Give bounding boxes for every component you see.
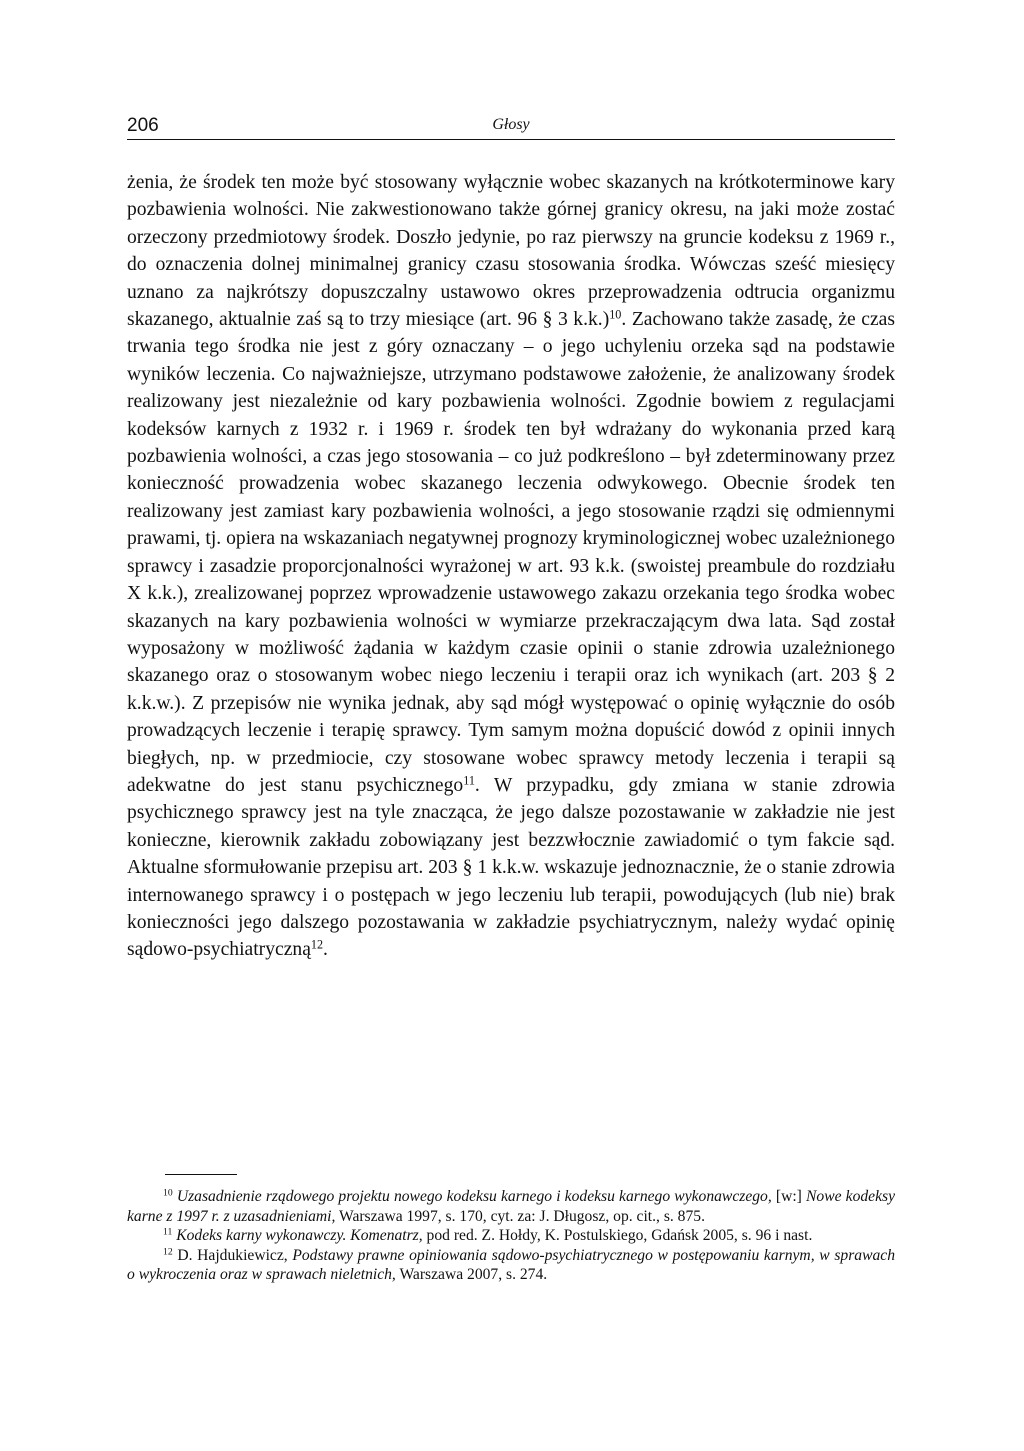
footnote-title: Kodeks karny wykonawczy. Komenatrz, [176, 1227, 423, 1244]
footnote-separator [165, 1174, 237, 1175]
paragraph-text: . [323, 939, 328, 961]
footnote-text: [w:] [771, 1188, 806, 1205]
main-paragraph [127, 169, 895, 964]
footnote-11 [127, 1226, 895, 1246]
footnote-text: Warszawa 1997, s. 170, cyt. za: J. Długosz, op. cit., s. 875. [335, 1207, 705, 1225]
footnote-text: Warszawa 2007, s. 274. [395, 1266, 548, 1283]
footnote-number: 10 [163, 1187, 173, 1199]
footnote-12 [127, 1246, 895, 1285]
footnote-title: Podstawy prawne opiniowania sądowo-psychiatrycznego w postępowaniu karnym, w sprawach o wykroczenia oraz w sprawach nieletnich, [127, 1246, 895, 1283]
footnote-number: 11 [163, 1226, 173, 1238]
footnote-text: D. Hajdukiewicz, [172, 1246, 293, 1264]
footnote-reference[interactable]: 12 [310, 937, 324, 952]
page-number: 206 [127, 115, 159, 136]
footnote-reference[interactable]: 11 [463, 773, 475, 788]
footnote-10 [127, 1187, 895, 1226]
footnote-title: Uzasadnienie rządowego projektu nowego kodeksu karnego i kodeksu karnego wykonawczego, [176, 1188, 772, 1205]
footnote-title: Nowe kodeksy karne z 1997 r. z uzasadnieniami, [127, 1188, 896, 1225]
paragraph-text: . Zachowano także zasadę, że czas trwania tego środka nie jest z góry oznaczany – o jego uchyleniu orzeka sąd na podstawie wyników leczenia. Co najważniejsze, utrzymano podstawowe założenie, że analizowany środek realizowany jest niezależnie od kary pozbawienia wolności. Zgodnie bowiem z regulacjami kodeksów karnych z 1932 r. i 1969 r. środek ten był wdrażany do wykonania przed karą pozbawienia wolności, a czas jego stosowania – co już podkreślono – był zdeterminowany przez konieczność prowadzenia wobec skazanego leczenia odwykowego. Obecnie środek ten realizowany jest zamiast kary pozbawienia wolności, a jego stosowanie rządzi się odmiennymi prawami, tj. opiera na wskazaniach negatywnej prognozy kryminologicznej wobec uzależnionego sprawcy i zasadzie proporcjonalności wyrażonej w art. 93 k.k. (swoistej preambule do rozdziału X k.k.), zrealizowanej poprzez wprowadzenie ustawowego zakazu orzekania tego środka wobec skazanych na kary pozbawienia wolności w wymiarze przekraczającym dwa lata. Sąd został wyposażony w możliwość żądania w każdym czasie opinii o stanie zdrowia uzależnionego skazanego oraz o stosowanym wobec niego leczeniu i terapii oraz ich wynikach (art. 203 § 2 k.k.w.). Z przepisów nie wynika jednak, aby sąd mógł występować o opinię wyłącznie do osób prowadzących leczenie i terapię sprawcy. Tym samym można dopuścić dowód z opinii innych biegłych, np. w przedmiocie, czy stosowane wobec sprawcy metody leczenia i terapii są adekwatne do jest stanu psychicznego [127, 309, 895, 796]
footnotes [127, 1187, 895, 1285]
running-header [127, 113, 895, 140]
paragraph-text: żenia, że środek ten może być stosowany wyłącznie wobec skazanych na krótkoterminowe kary pozbawienia wolności. Nie zakwestionowano także górnej granicy okresu, na jaki może zostać orzeczony przedmiotowy środek. Doszło jedynie, po raz pierwszy na gruncie kodeksu z 1969 r., do oznaczenia dolnej minimalnej granicy czasu stosowania środka. Wówczas sześć miesięcy uznano za najkrótszy dopuszczalny ustawowo okres przeprowadzenia odtrucia organizmu skazanego, aktualnie zaś są to trzy miesiące (art. 96 § 3 k.k.) [127, 172, 895, 331]
footnote-reference[interactable]: 10 [609, 307, 622, 322]
running-title: Głosy [492, 116, 530, 133]
footnote-number: 12 [163, 1246, 173, 1258]
footnote-text: pod red. Z. Hołdy, K. Postulskiego, Gdańsk 2005, s. 96 i nast. [422, 1227, 813, 1244]
paragraph-text: . W przypadku, gdy zmiana w stanie zdrowia psychicznego sprawcy jest na tyle znacząca, że jego dalsze pozostawanie w zakładzie nie jest konieczne, kierownik zakładu zobowiązany jest bezzwłocznie zawiadomić o tym fakcie sąd. Aktualne sformułowanie przepisu art. 203 § 1 k.k.w. wskazuje jednoznacznie, że o stanie zdrowia internowanego sprawcy i o postępach w jego leczeniu lub terapii, powodujących (lub nie) brak konieczności jego dalszego pozostawania w zakładzie psychiatrycznym, należy wydać opinię sądowo-psychiatryczną [127, 774, 895, 961]
